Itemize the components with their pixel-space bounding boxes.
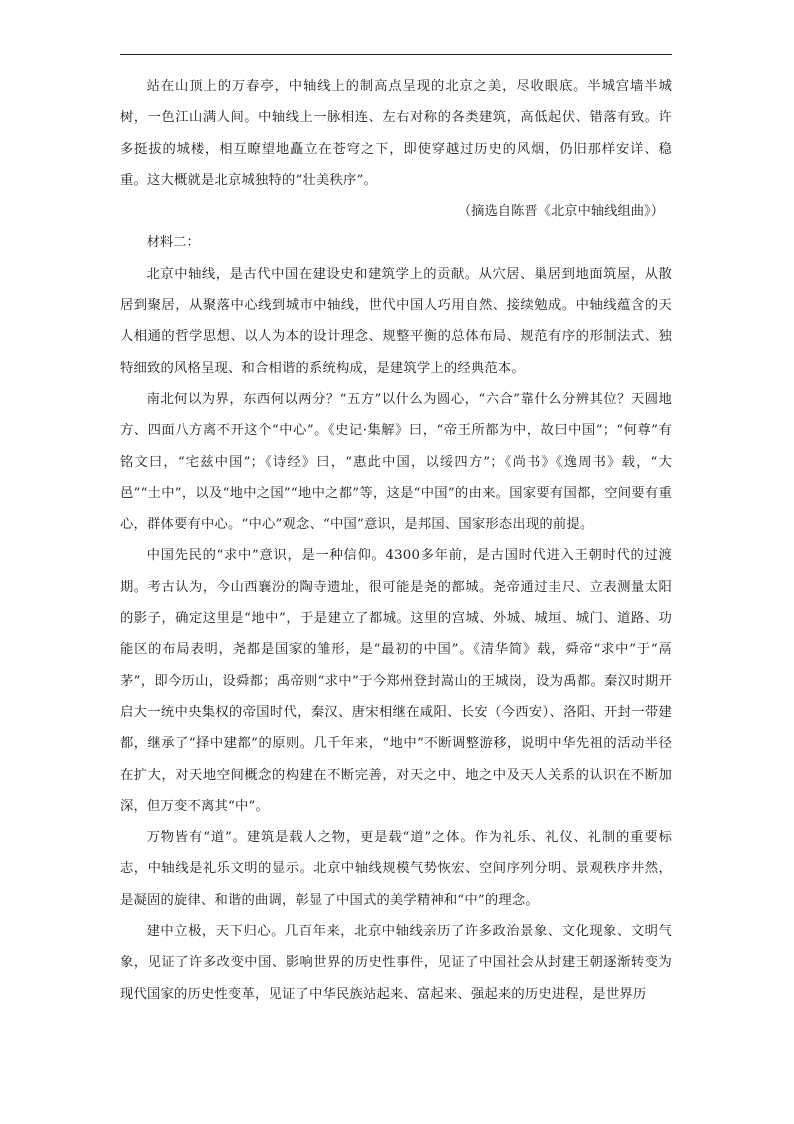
header-rule [120, 54, 672, 55]
material2-paragraph-2: 南北何以为界，东西何以两分？“五方”以什么为圆心，“六合”靠什么分辨其位？天圆地方、四面八方离不开这个“中心”。《史记·集解》曰，“帝王所都为中，故曰中国”；“何尊”有铭文曰，“宅兹中国”；《诗经》曰，“惠此中国，以绥四方”；《尚书》《逸周书》载，“大邑”“土中”，以及“地中之国”“地中之都”等，这是“中国”的由来。国家要有国都，空间要有重心，群体要有中心。“中心”观念、“中国”意识，是邦国、国家形态出现的前提。 [120, 391, 672, 533]
material2-paragraph-5: 建中立极，天下归心。几百年来，北京中轴线亲历了许多政治景象、文化现象、文明气象，见证了许多改变中国、影响世界的历史性事件，见证了中国社会从封建王朝逐渐转变为现代国家的历史性变革，见证了中华民族站起来、富起来、强起来的历史进程，是世界历 [120, 924, 672, 1002]
material1-source-citation: （摘选自陈晋《北京中轴线组曲》） [457, 204, 664, 220]
material2-paragraph-1: 北京中轴线，是古代中国在建设史和建筑学上的贡献。从穴居、巢居到地面筑屋，从散居到聚居，从聚落中心线到城市中轴线，世代中国人巧用自然、接续勉成。中轴线蕴含的天人相通的哲学思想、以人为本的设计理念、规整平衡的总体布局、规范有序的形制法式、独特细致的风格呈现、和合相谐的系统构成，是建筑学上的经典范本。 [120, 266, 672, 376]
material2-paragraph-3: 中国先民的“求中”意识，是一种信仰。4300多年前，是古国时代进入王朝时代的过渡期。考古认为，今山西襄汾的陶寺遗址，很可能是尧的都城。尧帝通过圭尺、立表测量太阳的影子，确定这里是“地中”，于是建立了都城。这里的宫城、外城、城垣、城门、道路、功能区的布局表明，尧都是国家的雏形，是“最初的中国”。《清华简》载，舜帝“求中”于“鬲茅”，即今历山，设舜都；禹帝则“求中”于今郑州登封嵩山的王城岗，设为禹都。秦汉时期开启大一统中央集权的帝国时代，秦汉、唐宋相继在咸阳、长安（今西安）、洛阳、开封一带建都，继承了“择中建都”的原则。几千年来，“地中”不断调整游移，说明中华先祖的活动半径在扩大，对天地空间概念的构建在不断完善，对天之中、地之中及天人关系的认识在不断加深，但万变不离其“中”。 [120, 548, 672, 814]
document-body [120, 71, 672, 1010]
material2-heading: 材料二： [146, 235, 200, 251]
material2-paragraph-4: 万物皆有“道”。建筑是载人之物，更是载“道”之体。作为礼乐、礼仪、礼制的重要标志，中轴线是礼乐文明的显示。北京中轴线规模气势恢宏、空间序列分明、景观秩序井然，是凝固的旋律、和谐的曲调，彰显了中国式的美学精神和“中”的理念。 [120, 830, 672, 908]
material1-paragraph: 站在山顶上的万春亭，中轴线上的制高点呈现的北京之美，尽收眼底。半城宫墙半城树，一色江山满人间。中轴线上一脉相连、左右对称的各类建筑，高低起伏、错落有致。许多挺拔的城楼，相互瞭望地矗立在苍穹之下，即使穿越过历史的风烟，仍旧那样安详、稳重。这大概就是北京城独特的“壮美秩序”。 [120, 79, 672, 188]
